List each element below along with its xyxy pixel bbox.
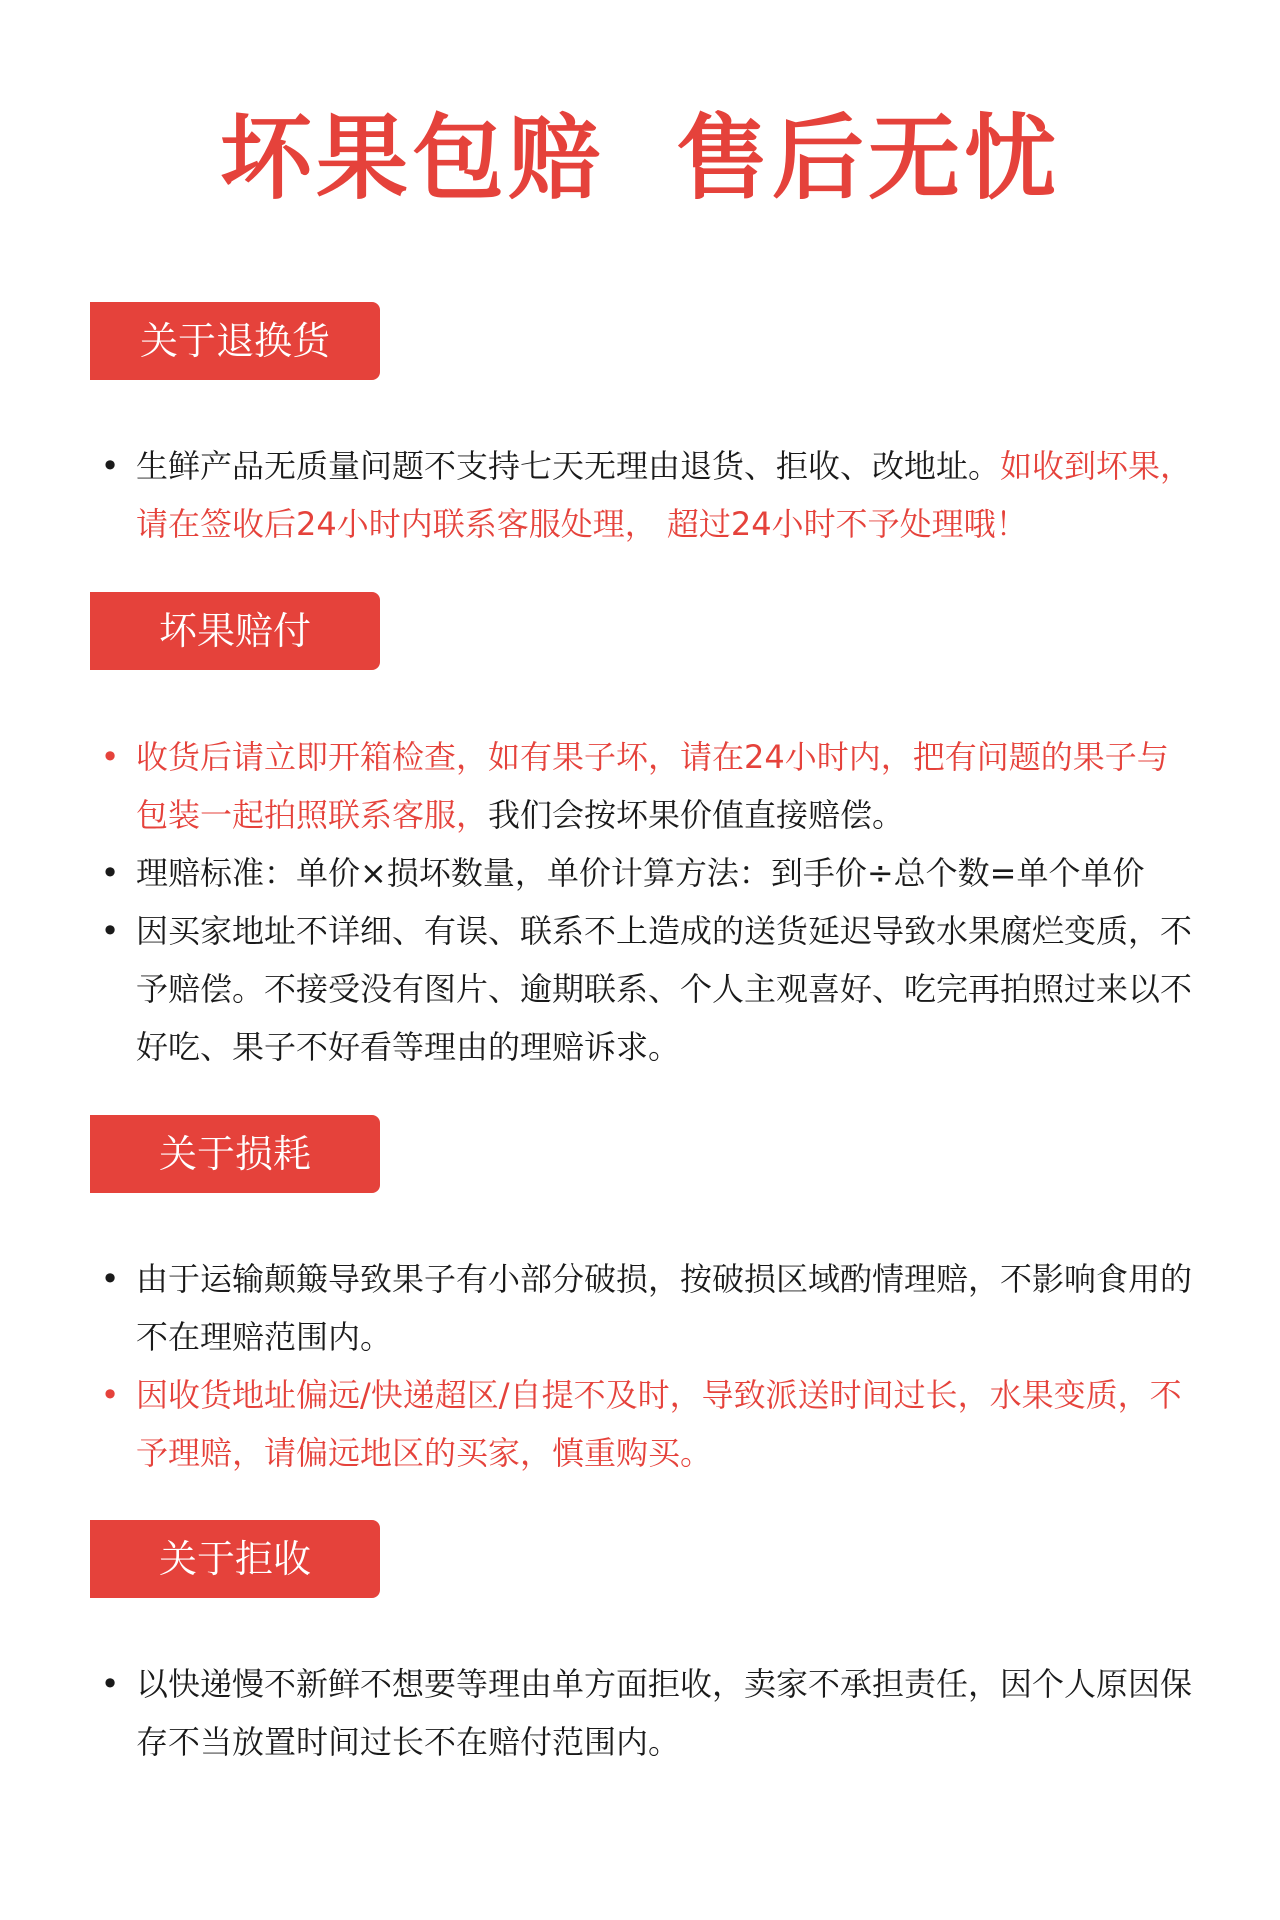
list-item xyxy=(100,437,1200,553)
list-item xyxy=(100,728,1200,844)
page-title: 坏果包赔 售后无忧 xyxy=(219,105,1061,212)
section-tag-returns: 关于退换货 xyxy=(90,302,380,380)
bullet-list-refusal xyxy=(100,1655,1200,1771)
bullet-list-compensation xyxy=(100,728,1200,1076)
list-item xyxy=(100,902,1200,1076)
list-item xyxy=(100,844,1200,902)
section-tag-loss: 关于损耗 xyxy=(90,1115,380,1193)
bullet-text-red: 因收货地址偏远/快递超区/自提不及时，导致派送时间过长，水果变质，不予理赔，请偏远地区的买家，慎重购买。 xyxy=(136,1376,1182,1472)
bullet-dot: • xyxy=(100,447,120,485)
bullet-text-red: 收货后请立即开箱检查，如有果子坏，请在24小时内，把有问题的果子与包装一起拍照联系客服， xyxy=(136,738,1169,834)
list-item xyxy=(100,1366,1200,1482)
bullet-text-red: 如收到坏果，请在签收后24小时内联系客服处理， 超过24小时不予处理哦！ xyxy=(136,447,1193,543)
list-item xyxy=(100,1250,1200,1366)
list-item xyxy=(100,1655,1200,1771)
bullet-text-black: 生鲜产品无质量问题不支持七天无理由退货、拒收、改地址。 xyxy=(136,447,1001,485)
bullet-dot: • xyxy=(100,1376,120,1414)
section-tag-refusal: 关于拒收 xyxy=(90,1520,380,1598)
bullet-text-black: 我们会按坏果价值直接赔偿。 xyxy=(488,796,905,834)
bullet-list-returns xyxy=(100,437,1200,553)
bullet-dot: • xyxy=(100,854,120,892)
section-tag-compensation: 坏果赔付 xyxy=(90,592,380,670)
bullet-text-black: 理赔标准：单价×损坏数量，单价计算方法：到手价÷总个数=单个单价 xyxy=(136,854,1145,892)
bullet-text-black: 以快递慢不新鲜不想要等理由单方面拒收，卖家不承担责任，因个人原因保存不当放置时间过长不在赔付范围内。 xyxy=(136,1665,1193,1761)
bullet-dot: • xyxy=(100,912,120,950)
bullet-text-black: 因买家地址不详细、有误、联系不上造成的送货延迟导致水果腐烂变质，不予赔偿。不接受没有图片、逾期联系、个人主观喜好、吃完再拍照过来以不好吃、果子不好看等理由的理赔诉求。 xyxy=(136,912,1193,1066)
bullet-dot: • xyxy=(100,1665,120,1703)
bullet-list-loss xyxy=(100,1250,1200,1482)
bullet-dot: • xyxy=(100,1260,120,1298)
bullet-dot: • xyxy=(100,738,120,776)
bullet-text-black: 由于运输颠簸导致果子有小部分破损，按破损区域酌情理赔，不影响食用的不在理赔范围内。 xyxy=(136,1260,1193,1356)
